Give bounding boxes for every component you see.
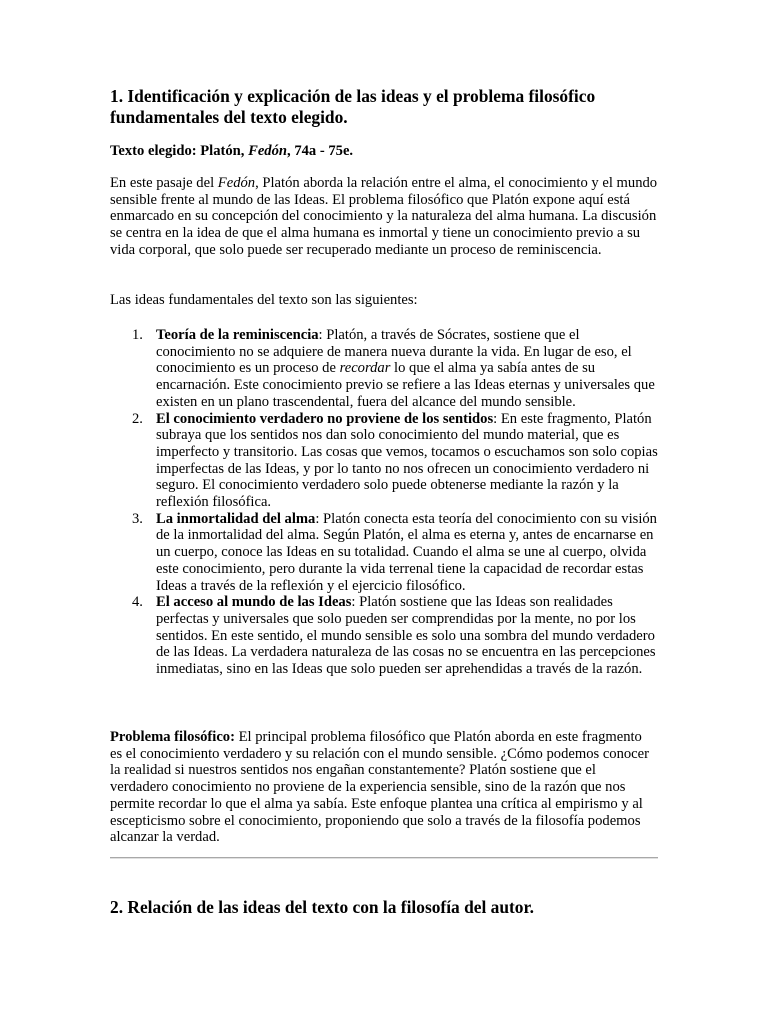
intro-work-title: Fedón (217, 175, 256, 191)
list-number: 4. (132, 594, 143, 611)
item-title: El conocimiento verdadero no proviene de los sentidos (156, 410, 494, 427)
chosen-text-line (110, 143, 353, 160)
ideas-intro-paragraph: Las ideas fundamentales del texto son las siguientes: (110, 292, 418, 308)
intro-text-rest: , Platón aborda la relación entre el alma, el conocimiento y el mundo sensible frente al mundo de las Ideas. El problema filosófico que Platón expone aquí está enmarcado en su concepción del conocimiento y la naturaleza del alma humana. La discusión se centra en la idea de que el alma humana es inmortal y tiene un conocimiento previo a su vida corporal, que solo puede ser recuperado mediante un proceso de reminiscencia. (110, 175, 658, 258)
item-emphasis: recordar (339, 360, 391, 377)
item-text: : En este fragmento, Platón subraya que los sentidos nos dan solo conocimiento del mundo material, que es imperfecto y transitorio. Las cosas que vemos, tocamos o escuchamos son solo copias imperfectas de las Ideas, y por lo tanto no nos ofrecen un conocimiento verdadero ni seguro. El conocimiento verdadero solo puede obtenerse mediante la razón y la reflexión filosófica. (156, 410, 658, 511)
list-item (132, 510, 662, 595)
list-item (132, 594, 662, 678)
chosen-reference: , 74a - 75e. (287, 143, 354, 159)
section-1-heading: 1. Identificación y explicación de las ideas y el problema filosófico fundamentales del texto elegido. (110, 86, 596, 127)
list-item (132, 327, 662, 411)
item-title: El acceso al mundo de las Ideas (156, 594, 352, 611)
item-text: : Platón sostiene que las Ideas son realidades perfectas y universales que solo pueden ser comprendidas por la mente, no por los sentidos. En este sentido, el mundo sensible es solo una sombra del mundo verdadero de las Ideas. La verdadera naturaleza de las cosas no se encuentra en las percepciones inmediatas, sino en las Ideas que solo pueden ser aprehendidas a través de la razón. (156, 594, 656, 678)
list-item (132, 410, 662, 511)
item-text: : Platón, a través de Sócrates, sostiene que el conocimiento no se adquiere de manera nueva durante la vida. En lugar de eso, el conocimiento es un proceso de (156, 327, 632, 377)
section-2-heading: 2. Relación de las ideas del texto con la filosofía del autor. (110, 897, 534, 917)
item-title: La inmortalidad del alma (156, 510, 316, 527)
item-text: lo que el alma ya sabía antes de su encarnación. Este conocimiento previo se refiere a las Ideas eternas y universales que existen en un plano trascendental, fuera del alcance del mundo sensible. (156, 360, 655, 410)
section-divider (110, 857, 658, 859)
list-number: 1. (132, 327, 143, 343)
intro-text-start: En este pasaje del (110, 175, 218, 191)
item-title: Teoría de la reminiscencia (156, 327, 319, 343)
item-text: : Platón conecta esta teoría del conocimiento con su visión de la inmortalidad del alma. Según Platón, el alma es eterna y, antes de encarnarse en un cuerpo, conoce las Ideas en su totalidad. Cuando el alma se une al cuerpo, olvida este conocimiento, pero durante la vida terrenal tiene la capacidad de recordar estas Ideas a través de la reflexión y el ejercicio filosófico. (156, 510, 657, 594)
ideas-list (110, 327, 662, 678)
problem-paragraph (110, 729, 650, 846)
list-number: 3. (132, 510, 143, 527)
intro-paragraph (110, 175, 658, 259)
problem-label: Problema filosófico: (110, 729, 235, 745)
list-number: 2. (132, 410, 143, 427)
chosen-label: Texto elegido: Platón, (110, 143, 249, 159)
problem-text: El principal problema filosófico que Platón aborda en este fragmento es el conocimiento verdadero y su relación con el mundo sensible. ¿Cómo podemos conocer la realidad si nuestros sentidos nos engañan constantemente? Platón sostiene que el verdadero conocimiento no proviene de la experiencia sensible, sino de la razón que nos permite recordar lo que el alma ya sabía. Este enfoque plantea una crítica al empirismo y al escepticismo sobre el conocimiento, proponiendo que solo a través de la filosofía podemos alcanzar la verdad. (110, 729, 649, 846)
chosen-work-title: Fedón (248, 143, 288, 159)
